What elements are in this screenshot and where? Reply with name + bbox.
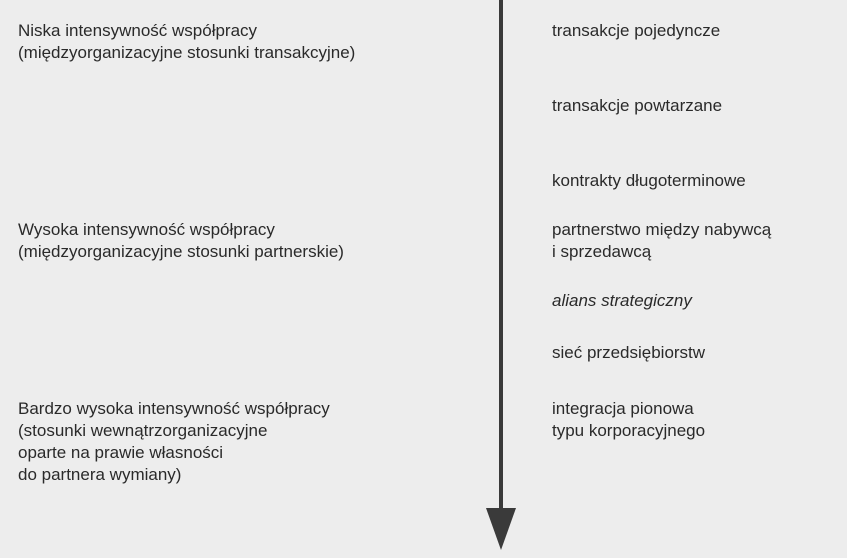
- very-high-intensity-line4: do partnera wymiany): [18, 465, 182, 484]
- right-item-strategic-alliance: alians strategiczny: [552, 291, 692, 310]
- arrow-down-icon: [486, 508, 516, 550]
- high-intensity-title: Wysoka intensywność współpracy: [18, 220, 275, 239]
- low-intensity-subtitle: (międzyorganizacyjne stosunki transakcyjne): [18, 43, 356, 62]
- intensity-arrow-shaft: [499, 0, 503, 520]
- right-item-buyer-seller-partnership-line1: partnerstwo między nabywcą: [552, 220, 772, 239]
- right-item-buyer-seller-partnership-line2: i sprzedawcą: [552, 242, 652, 261]
- very-high-intensity-line3: oparte na prawie własności: [18, 443, 224, 462]
- right-item-single-transactions: transakcje pojedyncze: [552, 21, 721, 40]
- very-high-intensity-title: Bardzo wysoka intensywność współpracy: [18, 399, 330, 418]
- high-intensity-subtitle: (międzyorganizacyjne stosunki partnerskie): [18, 242, 344, 261]
- right-item-vertical-integration-line1: integracja pionowa: [552, 399, 694, 418]
- right-item-enterprise-network: sieć przedsiębiorstw: [552, 343, 706, 362]
- low-intensity-title: Niska intensywność współpracy: [18, 21, 258, 40]
- very-high-intensity-line2: (stosunki wewnątrzorganizacyjne: [18, 421, 268, 440]
- right-item-vertical-integration-line2: typu korporacyjnego: [552, 421, 706, 440]
- right-item-repeated-transactions: transakcje powtarzane: [552, 96, 723, 115]
- right-item-long-term-contracts: kontrakty długoterminowe: [552, 171, 746, 190]
